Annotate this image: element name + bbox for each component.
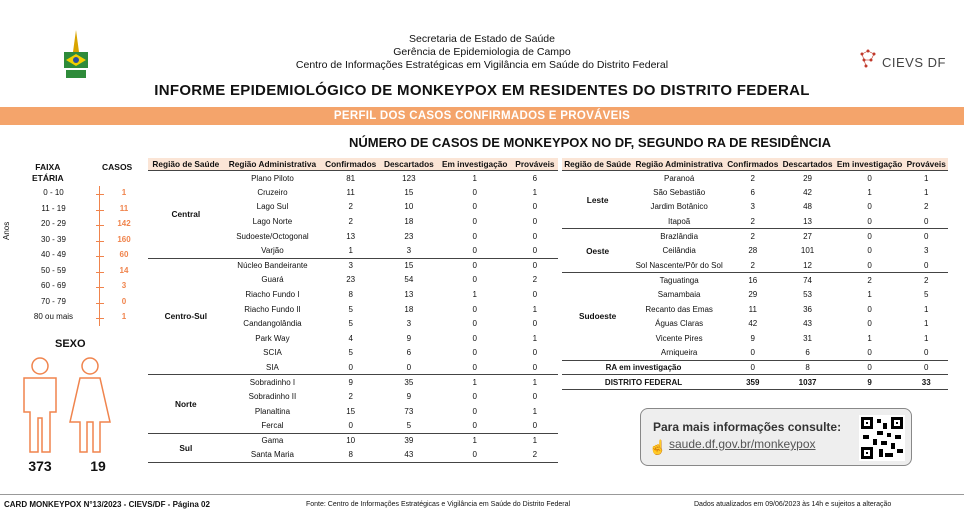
age-row <box>4 248 144 263</box>
column-header: Descartados <box>781 158 835 171</box>
case-value: 0 <box>472 348 477 358</box>
case-value: 0 <box>472 304 477 314</box>
case-value: 10 <box>404 202 414 212</box>
case-value: 0 <box>380 360 437 375</box>
case-value: 2 <box>348 217 353 227</box>
ra-name: Riacho Fundo II <box>244 304 301 314</box>
table-row <box>148 171 558 186</box>
case-value: 43 <box>380 448 437 463</box>
case-value: 15 <box>404 261 414 271</box>
case-value: 81 <box>346 173 356 183</box>
age-header-casos: CASOS <box>102 162 133 172</box>
case-value: 0 <box>512 419 558 434</box>
case-value: 0 <box>904 258 948 273</box>
case-value: 0 <box>904 346 948 361</box>
age-case-count: 0 <box>121 296 127 306</box>
case-value: 12 <box>781 258 835 273</box>
case-value: 28 <box>748 246 758 256</box>
age-range-label: 30 - 39 <box>41 234 66 244</box>
case-value: 0 <box>904 360 948 375</box>
case-value: 15 <box>346 406 356 416</box>
case-value: 1 <box>924 333 929 343</box>
ra-investigation-row <box>562 360 948 375</box>
ra-name: Núcleo Bandeirante <box>237 261 308 271</box>
ra-name: Park Way <box>255 333 290 343</box>
ra-name: Sol Nascente/Pôr do Sol <box>633 258 725 273</box>
age-range-label: 11 - 19 <box>41 203 66 213</box>
case-value: 13 <box>346 231 356 241</box>
case-value: 42 <box>803 187 813 197</box>
info-title: Para mais informações consulte: <box>653 420 842 434</box>
case-value: 9 <box>406 333 412 343</box>
case-value: 2 <box>924 275 929 285</box>
table-row <box>148 258 558 273</box>
case-value: 0 <box>438 360 512 375</box>
case-value: 0 <box>867 304 872 314</box>
case-value: 39 <box>404 436 414 446</box>
age-range-label: 50 - 59 <box>41 265 66 275</box>
age-tick <box>96 287 104 288</box>
case-value: 9 <box>835 375 905 390</box>
case-value: 9 <box>348 377 353 387</box>
age-range-label: 40 - 49 <box>41 250 66 259</box>
case-value: 23 <box>404 231 414 241</box>
page-title: INFORME EPIDEMIOLÓGICO DE MONKEYPOX EM RESIDENTES DO DISTRITO FEDERAL <box>154 82 810 99</box>
case-value: 1 <box>924 304 929 314</box>
case-value: 3 <box>406 319 412 329</box>
case-value: 1 <box>867 290 872 300</box>
age-row <box>4 202 144 217</box>
case-value: 0 <box>472 392 477 402</box>
case-value: 0 <box>532 348 538 358</box>
case-value: 11 <box>748 304 757 314</box>
case-value: 0 <box>867 202 872 212</box>
ra-name: Candangolândia <box>243 319 302 329</box>
age-range-label: 0 - 10 <box>43 188 64 197</box>
health-region: Centro-Sul <box>148 258 224 375</box>
case-value: 8 <box>321 448 380 463</box>
ra-name: Lago Norte <box>252 217 293 227</box>
age-case-count: 160 <box>117 234 131 244</box>
ra-name: Varjão <box>224 243 322 258</box>
column-header: Confirmados <box>321 158 380 171</box>
case-value: 31 <box>803 333 813 343</box>
ra-name: Itapoã <box>633 214 725 229</box>
case-value: 0 <box>321 419 380 434</box>
case-value: 1 <box>867 333 872 343</box>
case-value: 2 <box>867 275 872 285</box>
ra-name: Lago Sul <box>256 202 289 212</box>
column-header: Região de Saúde <box>562 158 633 171</box>
case-value: 9 <box>406 392 412 402</box>
case-value: 5 <box>348 319 353 329</box>
case-value: 0 <box>512 360 558 375</box>
case-value: 48 <box>803 202 813 212</box>
case-value: 0 <box>438 243 512 258</box>
case-value: 54 <box>404 275 414 285</box>
ra-name: Arniqueira <box>633 346 725 361</box>
column-header: Prováveis <box>904 158 948 171</box>
case-value: 0 <box>472 217 477 227</box>
case-value: 3 <box>750 202 755 212</box>
case-value: 43 <box>803 319 813 329</box>
age-row <box>4 295 144 310</box>
case-value: 0 <box>867 231 872 241</box>
case-value: 1 <box>472 377 477 387</box>
case-value: 123 <box>402 173 416 183</box>
ra-name: SIA <box>224 360 322 375</box>
row-label: DISTRITO FEDERAL <box>562 375 725 390</box>
case-value: 0 <box>867 173 872 183</box>
case-value: 11 <box>346 187 355 197</box>
case-value: 1 <box>924 319 929 329</box>
age-case-count: 142 <box>117 219 131 228</box>
male-figure-icon <box>12 356 68 456</box>
case-value: 53 <box>803 290 813 300</box>
health-region: Leste <box>562 171 633 229</box>
table-row <box>562 229 948 244</box>
age-header-faixa: FAIXA ETÁRIA <box>32 162 64 183</box>
case-value: 0 <box>472 319 477 329</box>
ra-name: Recanto das Emas <box>645 304 713 314</box>
ra-name: Santa Maria <box>224 448 322 463</box>
ra-name: Brazlândia <box>660 231 699 241</box>
age-row <box>4 310 144 325</box>
case-value: 0 <box>835 346 905 361</box>
ra-name: Cruzeiro <box>257 187 288 197</box>
case-value: 1 <box>532 377 538 387</box>
case-value: 13 <box>781 214 835 229</box>
pointer-hand-icon: ☝ <box>649 439 667 455</box>
footer-card: CARD MONKEYPOX N°13/2023 - CIEVS/DF - Página 02 <box>4 500 210 509</box>
case-value: 2 <box>924 202 929 212</box>
age-case-count: 14 <box>119 265 129 275</box>
header-line-1: Secretaria de Estado de Saúde <box>409 33 555 45</box>
case-value: 3 <box>380 243 437 258</box>
age-row <box>4 279 144 294</box>
case-value: 1 <box>867 187 872 197</box>
qr-code-icon[interactable] <box>859 415 905 461</box>
column-header: Região de Saúde <box>148 158 224 171</box>
ra-name: Plano Piloto <box>251 173 294 183</box>
male-count: 373 <box>28 458 52 474</box>
case-value: 73 <box>404 406 414 416</box>
footer-source: Fonte: Centro de Informações Estratégicas e Vigilância em Saúde do Distrito Federal <box>306 501 571 508</box>
age-panel <box>4 160 144 330</box>
case-value: 2 <box>750 231 755 241</box>
case-value: 6 <box>532 173 538 183</box>
age-case-count: 3 <box>121 281 127 290</box>
health-region: Norte <box>148 375 224 433</box>
age-tick <box>96 225 104 226</box>
case-value: 74 <box>803 275 813 285</box>
left-ra-table <box>148 158 558 463</box>
ra-name: Vicente Pires <box>655 333 703 343</box>
case-value: 10 <box>346 436 356 446</box>
case-value: 0 <box>532 290 538 300</box>
female-figure-icon <box>62 356 118 456</box>
case-value: 1 <box>532 333 538 343</box>
case-value: 1 <box>472 436 477 446</box>
age-case-count: 1 <box>121 188 127 197</box>
age-tick <box>96 272 104 273</box>
case-value: 0 <box>438 419 512 434</box>
case-value: 0 <box>835 258 905 273</box>
case-value: 2 <box>725 258 780 273</box>
age-tick <box>96 210 104 211</box>
case-value: 0 <box>472 231 477 241</box>
ra-name: Taguatinga <box>659 275 699 285</box>
ra-name: Riacho Fundo I <box>245 290 300 300</box>
case-value: 35 <box>404 377 414 387</box>
ra-name: SCIA <box>263 348 282 358</box>
case-value: 8 <box>348 290 353 300</box>
table-row <box>148 375 558 390</box>
column-header: Região Administrativa <box>224 158 322 171</box>
case-value: 101 <box>800 246 815 256</box>
age-axis-label: Anos <box>2 221 11 240</box>
age-row <box>4 217 144 232</box>
case-value: 23 <box>346 275 356 285</box>
cievs-logo <box>858 48 948 74</box>
health-region: Central <box>148 171 224 259</box>
female-count: 19 <box>90 458 106 474</box>
age-range-label: 60 - 69 <box>41 281 66 290</box>
case-value: 5 <box>348 304 353 314</box>
case-value: 1 <box>532 187 538 197</box>
case-value: 27 <box>803 231 813 241</box>
case-value: 0 <box>532 231 538 241</box>
age-range-label: 20 - 29 <box>41 219 66 228</box>
age-range-label: 80 ou mais <box>33 312 74 321</box>
case-value: 0 <box>512 243 558 258</box>
case-value: 0 <box>725 360 780 375</box>
ra-name: Guará <box>261 275 284 285</box>
ra-name: Planaltina <box>254 406 291 416</box>
info-link[interactable]: saude.df.gov.br/monkeypox <box>669 437 816 451</box>
case-value: 5 <box>924 290 929 300</box>
column-header: Descartados <box>380 158 437 171</box>
case-value: 42 <box>748 319 758 329</box>
header <box>0 0 964 80</box>
case-value: 0 <box>472 202 477 212</box>
age-tick <box>96 194 104 195</box>
case-value: 0 <box>867 246 872 256</box>
case-value: 36 <box>803 304 813 314</box>
case-value: 5 <box>348 348 353 358</box>
age-tick <box>96 241 104 242</box>
header-line-2: Gerência de Epidemiologia de Campo <box>393 46 571 58</box>
case-value: 33 <box>904 375 948 390</box>
case-value: 0 <box>835 214 905 229</box>
ra-name: Paranoá <box>664 173 695 183</box>
case-value: 15 <box>404 187 414 197</box>
ra-name: Fercal <box>224 419 322 434</box>
sex-title: SEXO <box>55 338 86 350</box>
ra-name: São Sebastião <box>653 187 706 197</box>
table-row <box>148 433 558 448</box>
case-value: 16 <box>748 275 758 285</box>
ra-name: Samambaia <box>657 290 701 300</box>
column-header: Em investigação <box>438 158 512 171</box>
case-value: 0 <box>904 214 948 229</box>
case-value: 6 <box>750 187 755 197</box>
right-ra-table <box>562 158 948 390</box>
ra-name: Sobradinho II <box>248 392 297 402</box>
total-row <box>562 375 948 390</box>
age-case-count: 1 <box>121 312 127 321</box>
case-value: 1037 <box>781 375 835 390</box>
case-value: 13 <box>404 290 414 300</box>
age-tick <box>96 318 104 319</box>
case-value: 9 <box>750 333 755 343</box>
case-value: 359 <box>725 375 780 390</box>
column-header: Região Administrativa <box>633 158 725 171</box>
age-row <box>4 264 144 279</box>
ra-name: Jardim Botânico <box>650 202 708 212</box>
table-row <box>562 171 948 186</box>
case-value: 4 <box>348 333 353 343</box>
case-value: 0 <box>472 261 477 271</box>
age-row <box>4 233 144 248</box>
age-range-label: 70 - 79 <box>41 296 66 306</box>
age-tick <box>96 256 104 257</box>
case-value: 29 <box>748 290 758 300</box>
health-region: Sudoeste <box>562 273 633 361</box>
case-value: 0 <box>532 319 538 329</box>
case-value: 18 <box>404 217 414 227</box>
case-value: 0 <box>725 346 780 361</box>
case-value: 0 <box>472 187 477 197</box>
case-value: 6 <box>406 348 412 358</box>
case-value: 1 <box>472 173 477 183</box>
case-value: 0 <box>835 360 905 375</box>
case-value: 0 <box>472 406 477 416</box>
footer <box>0 494 964 513</box>
age-row <box>4 186 144 201</box>
ra-name: Sobradinho I <box>249 377 296 387</box>
cievs-network-icon <box>858 48 880 72</box>
case-value: 1 <box>532 436 538 446</box>
case-value: 2 <box>512 448 558 463</box>
header-line-3: Centro de Informações Estratégicas em Vigilância em Saúde do Distrito Federal <box>295 59 669 71</box>
case-value: 2 <box>348 202 353 212</box>
cievs-label: CIEVS DF <box>882 55 946 70</box>
case-value: 0 <box>924 231 929 241</box>
health-region: Oeste <box>562 229 633 273</box>
case-value: 0 <box>438 448 512 463</box>
health-region: Sul <box>148 433 224 462</box>
ra-name: Gama <box>261 436 284 446</box>
case-value: 0 <box>532 202 538 212</box>
case-value: 0 <box>472 275 477 285</box>
column-header: Prováveis <box>512 158 558 171</box>
age-case-count: 11 <box>119 203 129 213</box>
case-value: 0 <box>532 261 538 271</box>
ra-name: Sudoeste/Octogonal <box>236 231 309 241</box>
case-value: 0 <box>867 319 872 329</box>
column-header: Confirmados <box>725 158 780 171</box>
case-value: 1 <box>924 173 929 183</box>
row-label: RA em investigação <box>562 360 725 375</box>
table-subtitle: NÚMERO DE CASOS DE MONKEYPOX NO DF, SEGUNDO RA DE RESIDÊNCIA <box>348 135 831 150</box>
case-value: 1 <box>924 187 929 197</box>
case-value: 1 <box>532 406 538 416</box>
case-value: 1 <box>321 243 380 258</box>
ra-name: Águas Claras <box>655 319 704 329</box>
age-case-count: 60 <box>119 250 129 259</box>
section-band: PERFIL DOS CASOS CONFIRMADOS E PROVÁVEIS <box>0 107 964 125</box>
case-value: 29 <box>803 173 813 183</box>
column-header: Em investigação <box>835 158 905 171</box>
case-value: 0 <box>532 392 538 402</box>
case-value: 2 <box>750 173 755 183</box>
footer-updated: Dados atualizados em 09/06/2023 às 14h e sujeitos a alteração <box>694 501 892 508</box>
table-row <box>562 273 948 288</box>
case-value: 0 <box>472 333 477 343</box>
case-value: 1 <box>472 290 477 300</box>
ra-name: Ceilândia <box>662 246 696 256</box>
case-value: 2 <box>348 392 353 402</box>
case-value: 0 <box>532 217 538 227</box>
case-value: 2 <box>725 214 780 229</box>
info-box <box>640 408 912 466</box>
case-value: 2 <box>532 275 538 285</box>
age-tick <box>96 303 104 304</box>
case-value: 0 <box>321 360 380 375</box>
case-value: 8 <box>781 360 835 375</box>
case-value: 18 <box>404 304 414 314</box>
case-value: 6 <box>781 346 835 361</box>
case-value: 5 <box>380 419 437 434</box>
case-value: 1 <box>532 304 538 314</box>
case-value: 3 <box>348 261 353 271</box>
case-value: 3 <box>924 246 929 256</box>
